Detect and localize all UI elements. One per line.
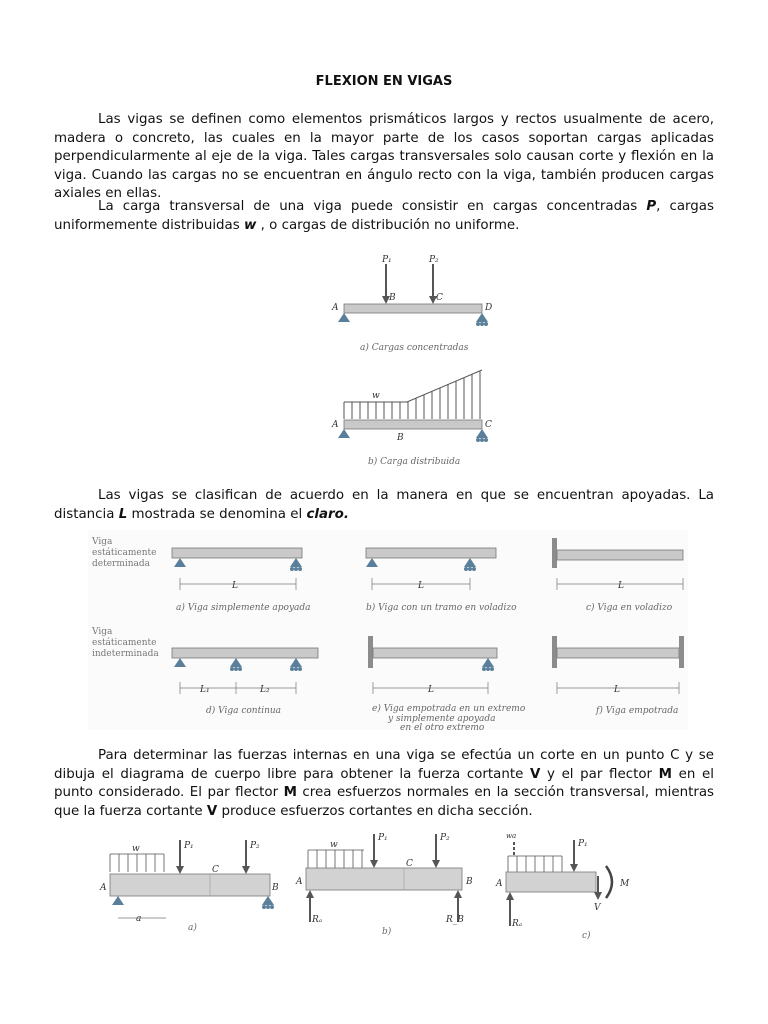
svg-text:P₂: P₂ (440, 833, 450, 843)
paragraph-definition: Las vigas se definen como elementos prismáticos largos y rectos usualmente de acero, madera o concreto, las cuales en la mayor parte de los casos soportan cargas aplicadas perpendicularmente al eje de la viga. Tales cargas transversales solo causan corte y flexión en la viga. Cuando las cargas no se encuentran en ángulo recto con la viga, también producen cargas axiales en ellas. (54, 112, 714, 201)
svg-text:c): c) (582, 931, 591, 941)
svg-text:c) Viga en voladizo: c) Viga en voladizo (586, 603, 673, 613)
svg-text:y simplemente apoyada: y simplemente apoyada (388, 714, 496, 724)
svg-text:C: C (485, 420, 492, 430)
svg-text:L: L (618, 581, 624, 591)
pin-support-icon (338, 313, 350, 322)
distributed-load-diagram (331, 370, 492, 467)
svg-text:estáticamente: estáticamente (92, 548, 157, 558)
svg-text:C: C (212, 865, 219, 875)
svg-text:Viga: Viga (92, 627, 113, 637)
paragraph-load-types: La carga transversal de una viga puede consistir en cargas concentradas P, cargas uniformemente distribuidas w , o cargas de distribución no uniforme. (54, 199, 714, 233)
svg-text:indeterminada: indeterminada (92, 649, 159, 659)
paragraph-classification: Las vigas se clasifican de acuerdo en la manera en que se encuentran apoyadas. La distancia L mostrada se denomina el claro. (54, 488, 714, 522)
page-title: FLEXION EN VIGAS (315, 74, 453, 89)
caption-concentrated: a) Cargas concentradas (360, 343, 469, 353)
svg-text:V: V (594, 903, 601, 913)
svg-text:a) Viga simplemente apoyada: a) Viga simplemente apoyada (176, 603, 311, 613)
svg-text:L₂: L₂ (260, 685, 270, 695)
svg-text:determinada: determinada (92, 559, 151, 569)
caption-distributed: b) Carga distribuida (368, 457, 461, 467)
svg-text:w: w (330, 840, 338, 850)
svg-text:P₂: P₂ (250, 841, 260, 851)
concentrated-loads-diagram (331, 255, 492, 353)
svg-text:f) Viga empotrada: f) Viga empotrada (596, 706, 679, 716)
svg-text:a: a (136, 914, 142, 924)
load-label-p2: P₂ (429, 255, 439, 265)
svg-text:Viga: Viga (92, 537, 113, 547)
svg-text:B: B (389, 293, 396, 303)
svg-text:b) Viga con un tramo en voladi: b) Viga con un tramo en voladizo (366, 603, 517, 613)
svg-text:P₁: P₁ (378, 833, 388, 843)
figure-load-types (322, 252, 502, 472)
svg-text:en el otro extremo: en el otro extremo (400, 723, 485, 730)
svg-text:L: L (232, 581, 238, 591)
svg-text:wa: wa (506, 832, 517, 840)
svg-text:d) Viga continua: d) Viga continua (206, 706, 282, 716)
load-label-p1: P₁ (382, 255, 392, 265)
svg-text:A: A (332, 420, 339, 430)
svg-text:D: D (485, 303, 493, 313)
svg-text:B: B (397, 433, 404, 443)
svg-text:A: A (100, 883, 107, 893)
svg-text:Rₐ: Rₐ (312, 915, 323, 925)
fbd-reactions (295, 833, 473, 937)
svg-text:L: L (418, 581, 424, 591)
svg-text:b): b) (382, 927, 392, 937)
svg-text:A: A (496, 879, 503, 889)
svg-text:w: w (132, 844, 140, 854)
paragraph-internal-forces: Para determinar las fuerzas internas en una viga se efectúa un corte en un punto C y se dibuja el diagrama de cuerpo libre para obtener la fuerza cortante V y el par flector M en el punto considerado. El par flector M crea esfuerzos normales en la sección transversal, mientras que la fuerza cortante V produce esfuerzos cortantes en dicha sección. (54, 748, 715, 819)
svg-text:Rₐ: Rₐ (512, 919, 523, 929)
svg-text:R_B: R_B (446, 915, 464, 925)
svg-text:estáticamente: estáticamente (92, 638, 157, 648)
svg-text:P₁: P₁ (578, 839, 588, 849)
fbd-full-beam (99, 840, 279, 933)
figure-free-body-diagrams (96, 826, 656, 951)
svg-text:A: A (296, 877, 303, 887)
fbd-section-cut (495, 832, 630, 941)
svg-text:A: A (332, 303, 339, 313)
svg-text:C: C (436, 293, 443, 303)
svg-text:L: L (614, 685, 620, 695)
svg-text:P₁: P₁ (184, 841, 194, 851)
svg-text:B: B (272, 883, 279, 893)
svg-text:e) Viga empotrada en un extrem: e) Viga empotrada en un extremo (372, 704, 526, 714)
svg-text:M: M (620, 879, 630, 889)
svg-text:C: C (406, 859, 413, 869)
figure-beam-classification (88, 530, 688, 730)
svg-text:L₁: L₁ (200, 685, 210, 695)
svg-text:B: B (466, 877, 473, 887)
svg-text:L: L (428, 685, 434, 695)
svg-text:a): a) (188, 923, 197, 933)
svg-text:w: w (372, 391, 380, 401)
roller-support-icon (476, 313, 488, 322)
